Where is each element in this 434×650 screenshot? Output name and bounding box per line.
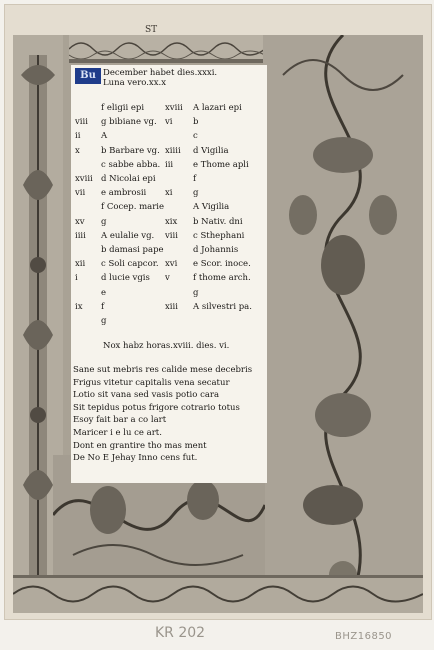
calendar-cell-c4: d Vigilia: [193, 145, 229, 156]
calendar-cell-c4: c Sthephani: [193, 230, 245, 241]
calendar-cell-c4: e Scor. inoce.: [193, 259, 251, 270]
calendar-cell-c2: f Cocep. marie: [101, 202, 165, 213]
calendar-cell-c2: A: [101, 131, 108, 142]
calendar-cell-c1: ix: [75, 301, 83, 312]
calendar-cell-c2: b Barbare vg.: [101, 145, 160, 156]
calendar-cell-c3: xiii: [165, 301, 178, 312]
month-heading: December habet dies.xxxi.: [103, 68, 218, 78]
calendar-cell-c2: f: [101, 301, 105, 312]
calendar-cell-c2: c Soli capcor.: [101, 259, 159, 270]
calendar-cell-c4: A silvestri pa.: [193, 301, 252, 312]
verse-line: Esoy fait bar a co lart: [73, 415, 167, 426]
calendar-cell-c2: b damasi pape: [101, 245, 164, 255]
calendar-cell-c4: A Vigilia: [193, 202, 230, 213]
top-border-ornament: [69, 35, 265, 63]
calendar-cell-c1: iiii: [75, 230, 86, 241]
calendar-cell-c2: e ambrosii: [101, 188, 147, 199]
night-hours-line: Nox habz horas.xviii. dies. vi.: [103, 341, 230, 351]
verse-line: Frigus vitetur capitalis vena secatur: [73, 377, 230, 388]
calendar-cell-c3: xi: [165, 188, 173, 199]
calendar-cell-c3: xviii: [165, 103, 183, 113]
calendar-cell-c3: xvi: [165, 259, 178, 270]
verse-line: Dont en grantire tho mas ment: [73, 440, 207, 451]
calendar-cell-c3: iii: [165, 159, 174, 170]
top-mark: ST: [145, 25, 158, 35]
calendar-cell-c2: d Nicolai epi: [101, 174, 156, 184]
verse-line: Sane sut mebris res calide mese decebris: [73, 365, 253, 375]
archive-notation-left: KR 202: [155, 625, 206, 641]
calendar-cell-c2: d lucie vgis: [101, 273, 150, 284]
calendar-cell-c3: vi: [165, 117, 173, 128]
calendar-cell-c2: g: [101, 316, 107, 326]
calendar-text-panel: [71, 65, 267, 483]
calendar-cell-c1: ii: [75, 131, 81, 142]
verse-line: Lotio sit vana sed vasis potio cara: [73, 390, 220, 401]
calendar-cell-c1: x: [75, 145, 80, 156]
verse-line: Sit tepidus potus frigore cotrario totus: [73, 402, 240, 413]
moon-heading: Luna vero.xx.x: [103, 78, 167, 88]
calendar-cell-c4: A lazari epi: [193, 103, 242, 113]
verse-line: De No E Jehay Inno cens fut.: [73, 453, 198, 464]
calendar-cell-c2: g: [101, 216, 107, 227]
ornamental-frame: [13, 35, 423, 613]
calendar-cell-c4: b: [193, 117, 199, 128]
archive-notation-right: BHZ16850: [335, 631, 393, 642]
calendar-cell-c4: g: [193, 287, 199, 298]
calendar-cell-c4: f: [193, 174, 197, 184]
calendar-cell-c1: xv: [75, 216, 85, 227]
calendar-cell-c2: f eligii epi: [101, 103, 145, 113]
calendar-cell-c1: i: [75, 273, 78, 284]
calendar-cell-c4: f thome arch.: [193, 273, 251, 284]
right-border-ornament: [263, 35, 423, 613]
printed-leaf: [4, 4, 432, 642]
calendar-cell-c4: e Thome apli: [193, 159, 249, 170]
calendar-cell-c3: xix: [165, 216, 178, 227]
calendar-cell-c2: A eulalie vg.: [101, 230, 155, 241]
calendar-cell-c4: b Nativ. dni: [193, 216, 243, 227]
calendar-cell-c1: xii: [75, 259, 86, 270]
calendar-cell-c2: e: [101, 287, 107, 298]
bottom-strip-ornament: [13, 575, 423, 613]
calendar-cell-c1: vii: [75, 188, 86, 199]
calendar-cell-c1: viii: [75, 117, 88, 128]
calendar-cell-c4: c: [193, 131, 198, 142]
calendar-cell-c3: xiiii: [165, 145, 181, 156]
calendar-cell-c4: d Johannis: [193, 245, 239, 255]
calendar-cell-c3: v: [165, 273, 170, 284]
calendar-cell-c2: c sabbe abba.: [101, 159, 161, 170]
calendar-cell-c2: g bibiane vg.: [101, 117, 157, 128]
verse-line: Maricer i e lu ce art.: [73, 428, 162, 438]
calendar-cell-c3: viii: [165, 230, 178, 241]
decorated-initials: Bu: [75, 68, 101, 84]
calendar-cell-c4: g: [193, 188, 199, 199]
calendar-cell-c1: xviii: [75, 174, 93, 184]
